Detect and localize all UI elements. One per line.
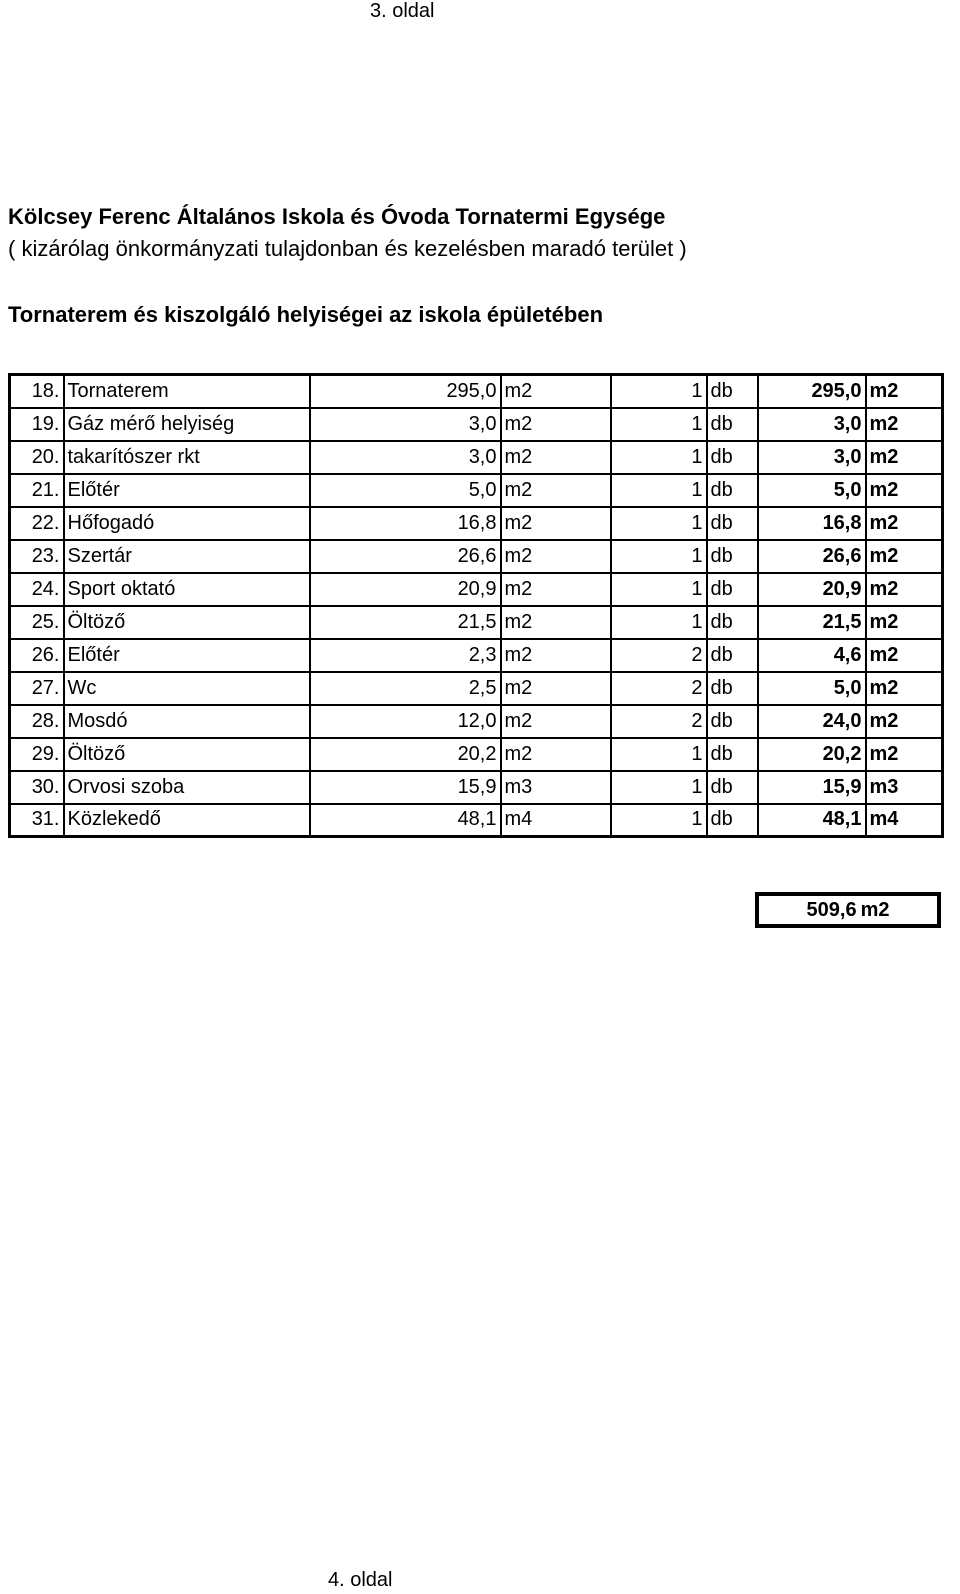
room-quantity: 1 [611,540,707,573]
row-number: 28. [10,705,64,738]
row-number: 31. [10,804,64,837]
room-name: takarítószer rkt [64,441,310,474]
page-number-top: 3. oldal [370,0,435,22]
room-quantity: 1 [611,408,707,441]
row-number: 24. [10,573,64,606]
total-unit: m2 [866,408,943,441]
room-quantity: 1 [611,804,707,837]
row-number: 29. [10,738,64,771]
total-unit: m2 [866,573,943,606]
room-name: Előtér [64,474,310,507]
total-unit: m2 [866,738,943,771]
room-total: 3,0 [758,441,866,474]
room-size: 3,0 [310,408,501,441]
grand-total-box [755,892,941,928]
room-total: 20,9 [758,573,866,606]
table-row [10,540,943,573]
total-unit: m3 [866,771,943,804]
room-name: Gáz mérő helyiség [64,408,310,441]
room-quantity: 2 [611,639,707,672]
row-number: 30. [10,771,64,804]
table-row [10,771,943,804]
room-size: 20,9 [310,573,501,606]
table-row [10,441,943,474]
size-unit: m2 [501,705,611,738]
room-quantity: 1 [611,441,707,474]
total-unit: m2 [866,705,943,738]
table-row [10,375,943,408]
room-name: Öltöző [64,738,310,771]
room-total: 24,0 [758,705,866,738]
quantity-unit: db [707,474,758,507]
total-unit: m2 [866,441,943,474]
room-total: 20,2 [758,738,866,771]
room-name: Sport oktató [64,573,310,606]
room-name: Mosdó [64,705,310,738]
quantity-unit: db [707,804,758,837]
quantity-unit: db [707,507,758,540]
row-number: 23. [10,540,64,573]
size-unit: m2 [501,507,611,540]
room-size: 12,0 [310,705,501,738]
table-row [10,639,943,672]
row-number: 27. [10,672,64,705]
total-unit: m2 [866,375,943,408]
table-row [10,738,943,771]
room-total: 26,6 [758,540,866,573]
room-name: Orvosi szoba [64,771,310,804]
quantity-unit: db [707,738,758,771]
grand-total-unit: m2 [860,898,890,921]
room-size: 26,6 [310,540,501,573]
quantity-unit: db [707,408,758,441]
room-size: 295,0 [310,375,501,408]
quantity-unit: db [707,705,758,738]
row-number: 19. [10,408,64,441]
room-total: 5,0 [758,672,866,705]
row-number: 18. [10,375,64,408]
room-quantity: 1 [611,606,707,639]
institution-title: Kölcsey Ferenc Általános Iskola és Óvoda Tornatermi Egysége [8,204,666,229]
row-number: 20. [10,441,64,474]
room-quantity: 1 [611,474,707,507]
quantity-unit: db [707,573,758,606]
row-number: 21. [10,474,64,507]
room-quantity: 1 [611,375,707,408]
room-quantity: 1 [611,771,707,804]
total-unit: m2 [866,639,943,672]
table-row [10,606,943,639]
quantity-unit: db [707,441,758,474]
size-unit: m2 [501,672,611,705]
room-name: Öltöző [64,606,310,639]
row-number: 26. [10,639,64,672]
table-row [10,474,943,507]
table-row [10,672,943,705]
room-quantity: 1 [611,573,707,606]
total-unit: m2 [866,606,943,639]
total-unit: m2 [866,540,943,573]
size-unit: m2 [501,474,611,507]
quantity-unit: db [707,771,758,804]
room-quantity: 2 [611,705,707,738]
room-total: 5,0 [758,474,866,507]
institution-subtitle: ( kizárólag önkormányzati tulajdonban és kezelésben maradó terület ) [8,236,687,261]
size-unit: m4 [501,804,611,837]
room-quantity: 1 [611,507,707,540]
room-name: Előtér [64,639,310,672]
row-number: 22. [10,507,64,540]
total-unit: m4 [866,804,943,837]
room-total: 295,0 [758,375,866,408]
room-size: 20,2 [310,738,501,771]
room-total: 48,1 [758,804,866,837]
size-unit: m2 [501,408,611,441]
size-unit: m2 [501,375,611,408]
room-name: Hőfogadó [64,507,310,540]
room-size: 15,9 [310,771,501,804]
room-name: Wc [64,672,310,705]
quantity-unit: db [707,672,758,705]
room-total: 3,0 [758,408,866,441]
room-size: 3,0 [310,441,501,474]
total-unit: m2 [866,474,943,507]
room-name: Közlekedő [64,804,310,837]
rooms-table [8,373,944,838]
room-total: 16,8 [758,507,866,540]
size-unit: m2 [501,738,611,771]
quantity-unit: db [707,606,758,639]
section-title: Tornaterem és kiszolgáló helyiségei az iskola épületében [8,302,604,327]
table-row [10,705,943,738]
page-number-bottom: 4. oldal [328,1569,393,1591]
size-unit: m2 [501,573,611,606]
room-size: 48,1 [310,804,501,837]
size-unit: m2 [501,639,611,672]
room-quantity: 1 [611,738,707,771]
room-total: 21,5 [758,606,866,639]
total-unit: m2 [866,672,943,705]
room-size: 2,3 [310,639,501,672]
quantity-unit: db [707,540,758,573]
table-row [10,573,943,606]
table-row [10,804,943,837]
size-unit: m2 [501,540,611,573]
room-name: Tornaterem [64,375,310,408]
room-quantity: 2 [611,672,707,705]
table-row [10,408,943,441]
size-unit: m3 [501,771,611,804]
size-unit: m2 [501,606,611,639]
room-total: 4,6 [758,639,866,672]
room-name: Szertár [64,540,310,573]
room-total: 15,9 [758,771,866,804]
total-unit: m2 [866,507,943,540]
grand-total-value: 509,6 [806,898,857,921]
room-size: 16,8 [310,507,501,540]
table-row [10,507,943,540]
room-size: 5,0 [310,474,501,507]
room-size: 21,5 [310,606,501,639]
quantity-unit: db [707,639,758,672]
room-size: 2,5 [310,672,501,705]
quantity-unit: db [707,375,758,408]
size-unit: m2 [501,441,611,474]
row-number: 25. [10,606,64,639]
